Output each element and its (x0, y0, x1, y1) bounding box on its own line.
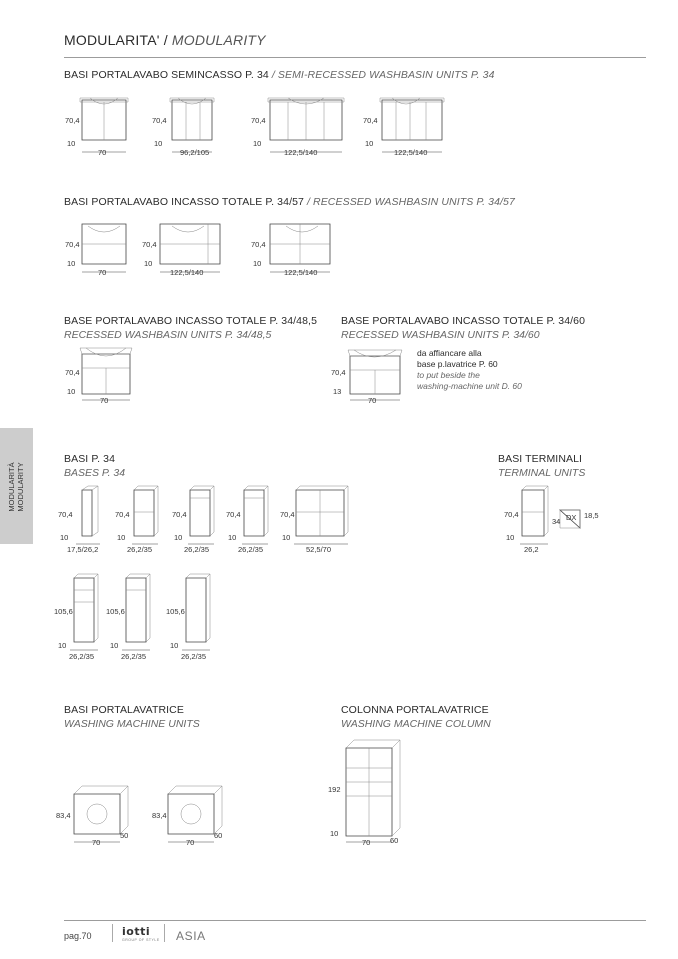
recessed-unit-1-width: 70 (98, 268, 107, 277)
bases-row1-unit-4-height: 70,4 (226, 510, 241, 519)
bases-row1-unit-3 (172, 486, 214, 554)
section-recessed-it: BASI PORTALAVABO INCASSO TOTALE P. 34/57 (64, 196, 304, 208)
section-recessed-485-subheading: RECESSED WASHBASIN UNITS P. 34/48,5 (64, 329, 272, 341)
semi-unit-1-height: 70,4 (65, 116, 80, 125)
semi-unit-4 (363, 98, 444, 157)
terminal-side-width: 18,5 (584, 511, 599, 520)
semi-unit-4-body (382, 100, 442, 140)
recessed-60-base: 13 (333, 387, 342, 396)
recessed-unit-3 (251, 224, 330, 277)
recessed-unit-3-shelf (270, 224, 330, 264)
section-semi-recessed-it: BASI PORTALAVABO SEMINCASSO P. 34 (64, 69, 269, 81)
bases-row1-unit-1-side (82, 486, 98, 536)
semi-unit-1 (65, 98, 128, 157)
bases-row2-drawings (54, 570, 234, 664)
washing-unit-2-drum (181, 804, 201, 824)
washing-unit-1-drum (87, 804, 107, 824)
bases-row2-unit-2 (106, 574, 150, 661)
recessed-unit-1-base: 10 (67, 259, 76, 268)
recessed-unit-1 (65, 224, 126, 277)
recessed-60-note-it-2: base p.lavatrice P. 60 (417, 359, 498, 369)
side-tab-label (7, 429, 25, 545)
semi-unit-2-door-split (186, 102, 200, 140)
recessed-unit-1-basin (88, 226, 120, 232)
semi-unit-4-height: 70,4 (363, 116, 378, 125)
recessed-60-drawing (328, 344, 418, 408)
collection-name: ASIA (176, 929, 206, 943)
semi-unit-2 (152, 98, 214, 157)
recessed-60-note-en-1: to put beside the (417, 370, 480, 380)
bases-row2-unit-3-body (186, 578, 206, 642)
bases-row2-unit-3-base: 10 (170, 641, 179, 650)
washing-unit-1-body (74, 794, 120, 834)
recessed-485-doors (82, 368, 130, 394)
semi-unit-2-height: 70,4 (152, 116, 167, 125)
recessed-485-top (80, 348, 132, 354)
terminal-body (522, 490, 544, 536)
semi-unit-1-width: 70 (98, 148, 107, 157)
bases-row2-unit-3-height: 105,6 (166, 607, 185, 616)
bases-row1-unit-1 (58, 486, 100, 554)
column-drawing (326, 738, 426, 852)
terminal-height: 70,4 (504, 510, 519, 519)
column-height: 192 (328, 785, 341, 794)
bases-row2-unit-2-body (126, 578, 146, 642)
washing-unit-2-depth: 60 (214, 831, 223, 840)
section-terminal-subheading: TERMINAL UNITS (498, 467, 586, 479)
section-recessed-485-heading: BASE PORTALAVABO INCASSO TOTALE P. 34/48,5 (64, 315, 318, 327)
bases-row1-unit-4-base: 10 (228, 533, 237, 542)
recessed-unit-2-basin (172, 226, 204, 232)
semi-unit-2-basin (178, 98, 206, 104)
bases-row2-unit-2-base: 10 (110, 641, 119, 650)
washing-unit-1 (56, 786, 128, 847)
side-tab-label-it: MODULARITÀ (7, 462, 16, 512)
bases-row1-unit-1-height: 70,4 (58, 510, 73, 519)
bases-row1-unit-2-base: 10 (117, 533, 126, 542)
semi-unit-2-width: 96,2/105 (180, 148, 210, 157)
semi-unit-3-base: 10 (253, 139, 262, 148)
footer-page-number: pag.70 (64, 931, 92, 941)
bases-row2-unit-2-height: 105,6 (106, 607, 125, 616)
semi-unit-2-body (172, 100, 212, 140)
semi-unit-4-width: 122,5/140 (394, 148, 428, 157)
bases-row1-unit-3-base: 10 (174, 533, 183, 542)
semi-unit-3-width: 122,5/140 (284, 148, 318, 157)
recessed-unit-1-height: 70,4 (65, 240, 80, 249)
section-washing-heading: BASI PORTALAVATRICE (64, 704, 184, 716)
bases-row1-unit-1-base: 10 (60, 533, 69, 542)
section-recessed-en: / RECESSED WASHBASIN UNITS P. 34/57 (303, 196, 515, 208)
washing-unit-2 (152, 786, 222, 847)
recessed-60-doors (350, 370, 400, 394)
recessed-485-base: 10 (67, 387, 76, 396)
footer-separator-right (164, 924, 165, 942)
column-base: 10 (330, 829, 339, 838)
page-title-separator: / (159, 32, 172, 48)
recessed-unit-3-basin (286, 226, 318, 232)
terminal-depth: 34 (552, 517, 561, 526)
washing-unit-1-width: 70 (92, 838, 101, 847)
header-rule (64, 57, 646, 58)
bases-row2-unit-3 (166, 574, 210, 661)
semi-recessed-drawings (60, 92, 620, 162)
recessed-60-top (348, 350, 402, 356)
bases-row1-unit-1-width: 17,5/26,2 (67, 545, 99, 554)
footer-rule (64, 920, 646, 921)
side-tab-label-en: MODULARITY (16, 462, 25, 512)
bases-row2-unit-1-width: 26,2/35 (69, 652, 95, 661)
section-recessed-60-subheading: RECESSED WASHBASIN UNITS P. 34/60 (341, 329, 540, 341)
bases-row1-unit-4-body (244, 490, 264, 536)
semi-unit-4-door-split (396, 102, 426, 140)
bases-row1-unit-3-height: 70,4 (172, 510, 187, 519)
footer-separator-left (112, 924, 113, 942)
semi-unit-3-height: 70,4 (251, 116, 266, 125)
column-width: 70 (362, 838, 371, 847)
section-semi-recessed-en: / SEMI-RECESSED WASHBASIN UNITS P. 34 (268, 69, 495, 81)
recessed-unit-2-height: 70,4 (142, 240, 157, 249)
column-depth: 60 (390, 836, 399, 845)
bases-row2-unit-2-width: 26,2/35 (121, 652, 147, 661)
section-bases-heading: BASI P. 34 (64, 453, 116, 465)
recessed-60-note-it-1: da affiancare alla (417, 348, 482, 358)
page-title-en: MODULARITY (171, 32, 266, 48)
recessed-unit-2-shelf (160, 224, 220, 264)
terminal-base: 10 (506, 533, 515, 542)
recessed-unit-3-width: 122,5/140 (284, 268, 318, 277)
section-recessed-60-heading: BASE PORTALAVABO INCASSO TOTALE P. 34/60 (341, 315, 586, 327)
recessed-60-note (417, 348, 522, 392)
bases-row1-unit-5-base: 10 (282, 533, 291, 542)
page-title-it: MODULARITA' (64, 32, 160, 48)
bases-row1-unit-2-body (134, 490, 154, 536)
bases-row1-unit-5-height: 70,4 (280, 510, 295, 519)
bases-row1-unit-2 (115, 486, 158, 554)
brand-logo-subtitle: GROUP OF STYLE (122, 938, 160, 942)
bases-row2-unit-1-height: 105,6 (54, 607, 73, 616)
recessed-drawings (60, 216, 460, 286)
recessed-60-width: 70 (368, 396, 377, 405)
column-doors (346, 748, 392, 836)
bases-row1-unit-5-side (296, 486, 348, 536)
recessed-unit-2-width: 122,5/140 (170, 268, 204, 277)
semi-unit-3-door-split (288, 102, 324, 140)
recessed-485-drawing (60, 344, 180, 408)
bases-row2-unit-3-width: 26,2/35 (181, 652, 207, 661)
bases-row1-unit-4 (226, 486, 268, 554)
bases-row1-unit-2-width: 26,2/35 (127, 545, 153, 554)
section-column-subheading: WASHING MACHINE COLUMN (341, 718, 491, 730)
recessed-485-height: 70,4 (65, 368, 80, 377)
recessed-unit-3-base: 10 (253, 259, 262, 268)
bases-row1-unit-3-width: 26,2/35 (184, 545, 210, 554)
terminal-side-label: DX (566, 513, 577, 522)
recessed-60-height: 70,4 (331, 368, 346, 377)
semi-unit-1-base: 10 (67, 139, 76, 148)
section-recessed-heading (64, 196, 515, 208)
recessed-unit-2-base: 10 (144, 259, 153, 268)
recessed-unit-2 (142, 224, 220, 277)
bases-row1-unit-5 (280, 486, 348, 554)
section-semi-recessed-heading (64, 69, 495, 81)
bases-row2-unit-1 (54, 574, 98, 661)
section-bases-subheading: BASES P. 34 (64, 467, 126, 479)
section-column-heading: COLONNA PORTALAVATRICE (341, 704, 489, 716)
bases-row1-unit-4-width: 26,2/35 (238, 545, 264, 554)
section-terminal-heading: BASI TERMINALI (498, 453, 583, 465)
bases-row2-unit-1-body (74, 578, 94, 642)
bases-row2-unit-1-base: 10 (58, 641, 67, 650)
washing-drawings (54, 782, 244, 852)
recessed-485-basin (86, 348, 126, 356)
brand-logo (114, 924, 160, 942)
washing-unit-1-depth: 50 (120, 831, 129, 840)
bases-row1-unit-2-height: 70,4 (115, 510, 130, 519)
semi-unit-4-base: 10 (365, 139, 374, 148)
bases-row1-unit-5-width: 52,5/70 (306, 545, 332, 554)
page-title (64, 32, 266, 48)
bases-row1-unit-1-body (82, 490, 92, 536)
bases-row1-drawings (54, 484, 364, 560)
recessed-485-width: 70 (100, 396, 109, 405)
recessed-unit-3-height: 70,4 (251, 240, 266, 249)
terminal-width: 26,2 (524, 545, 539, 554)
washing-unit-2-width: 70 (186, 838, 195, 847)
washing-unit-2-body (168, 794, 214, 834)
washing-unit-1-height: 83,4 (56, 811, 71, 820)
recessed-60-note-en-2: washing-machine unit D. 60 (417, 381, 522, 391)
brand-logo-text: iotti (122, 925, 151, 938)
semi-unit-3 (251, 98, 344, 157)
terminal-drawing (500, 484, 610, 560)
bases-row1-unit-3-body (190, 490, 210, 536)
washing-unit-2-height: 83,4 (152, 811, 167, 820)
section-washing-subheading: WASHING MACHINE UNITS (64, 718, 200, 730)
semi-unit-2-base: 10 (154, 139, 163, 148)
